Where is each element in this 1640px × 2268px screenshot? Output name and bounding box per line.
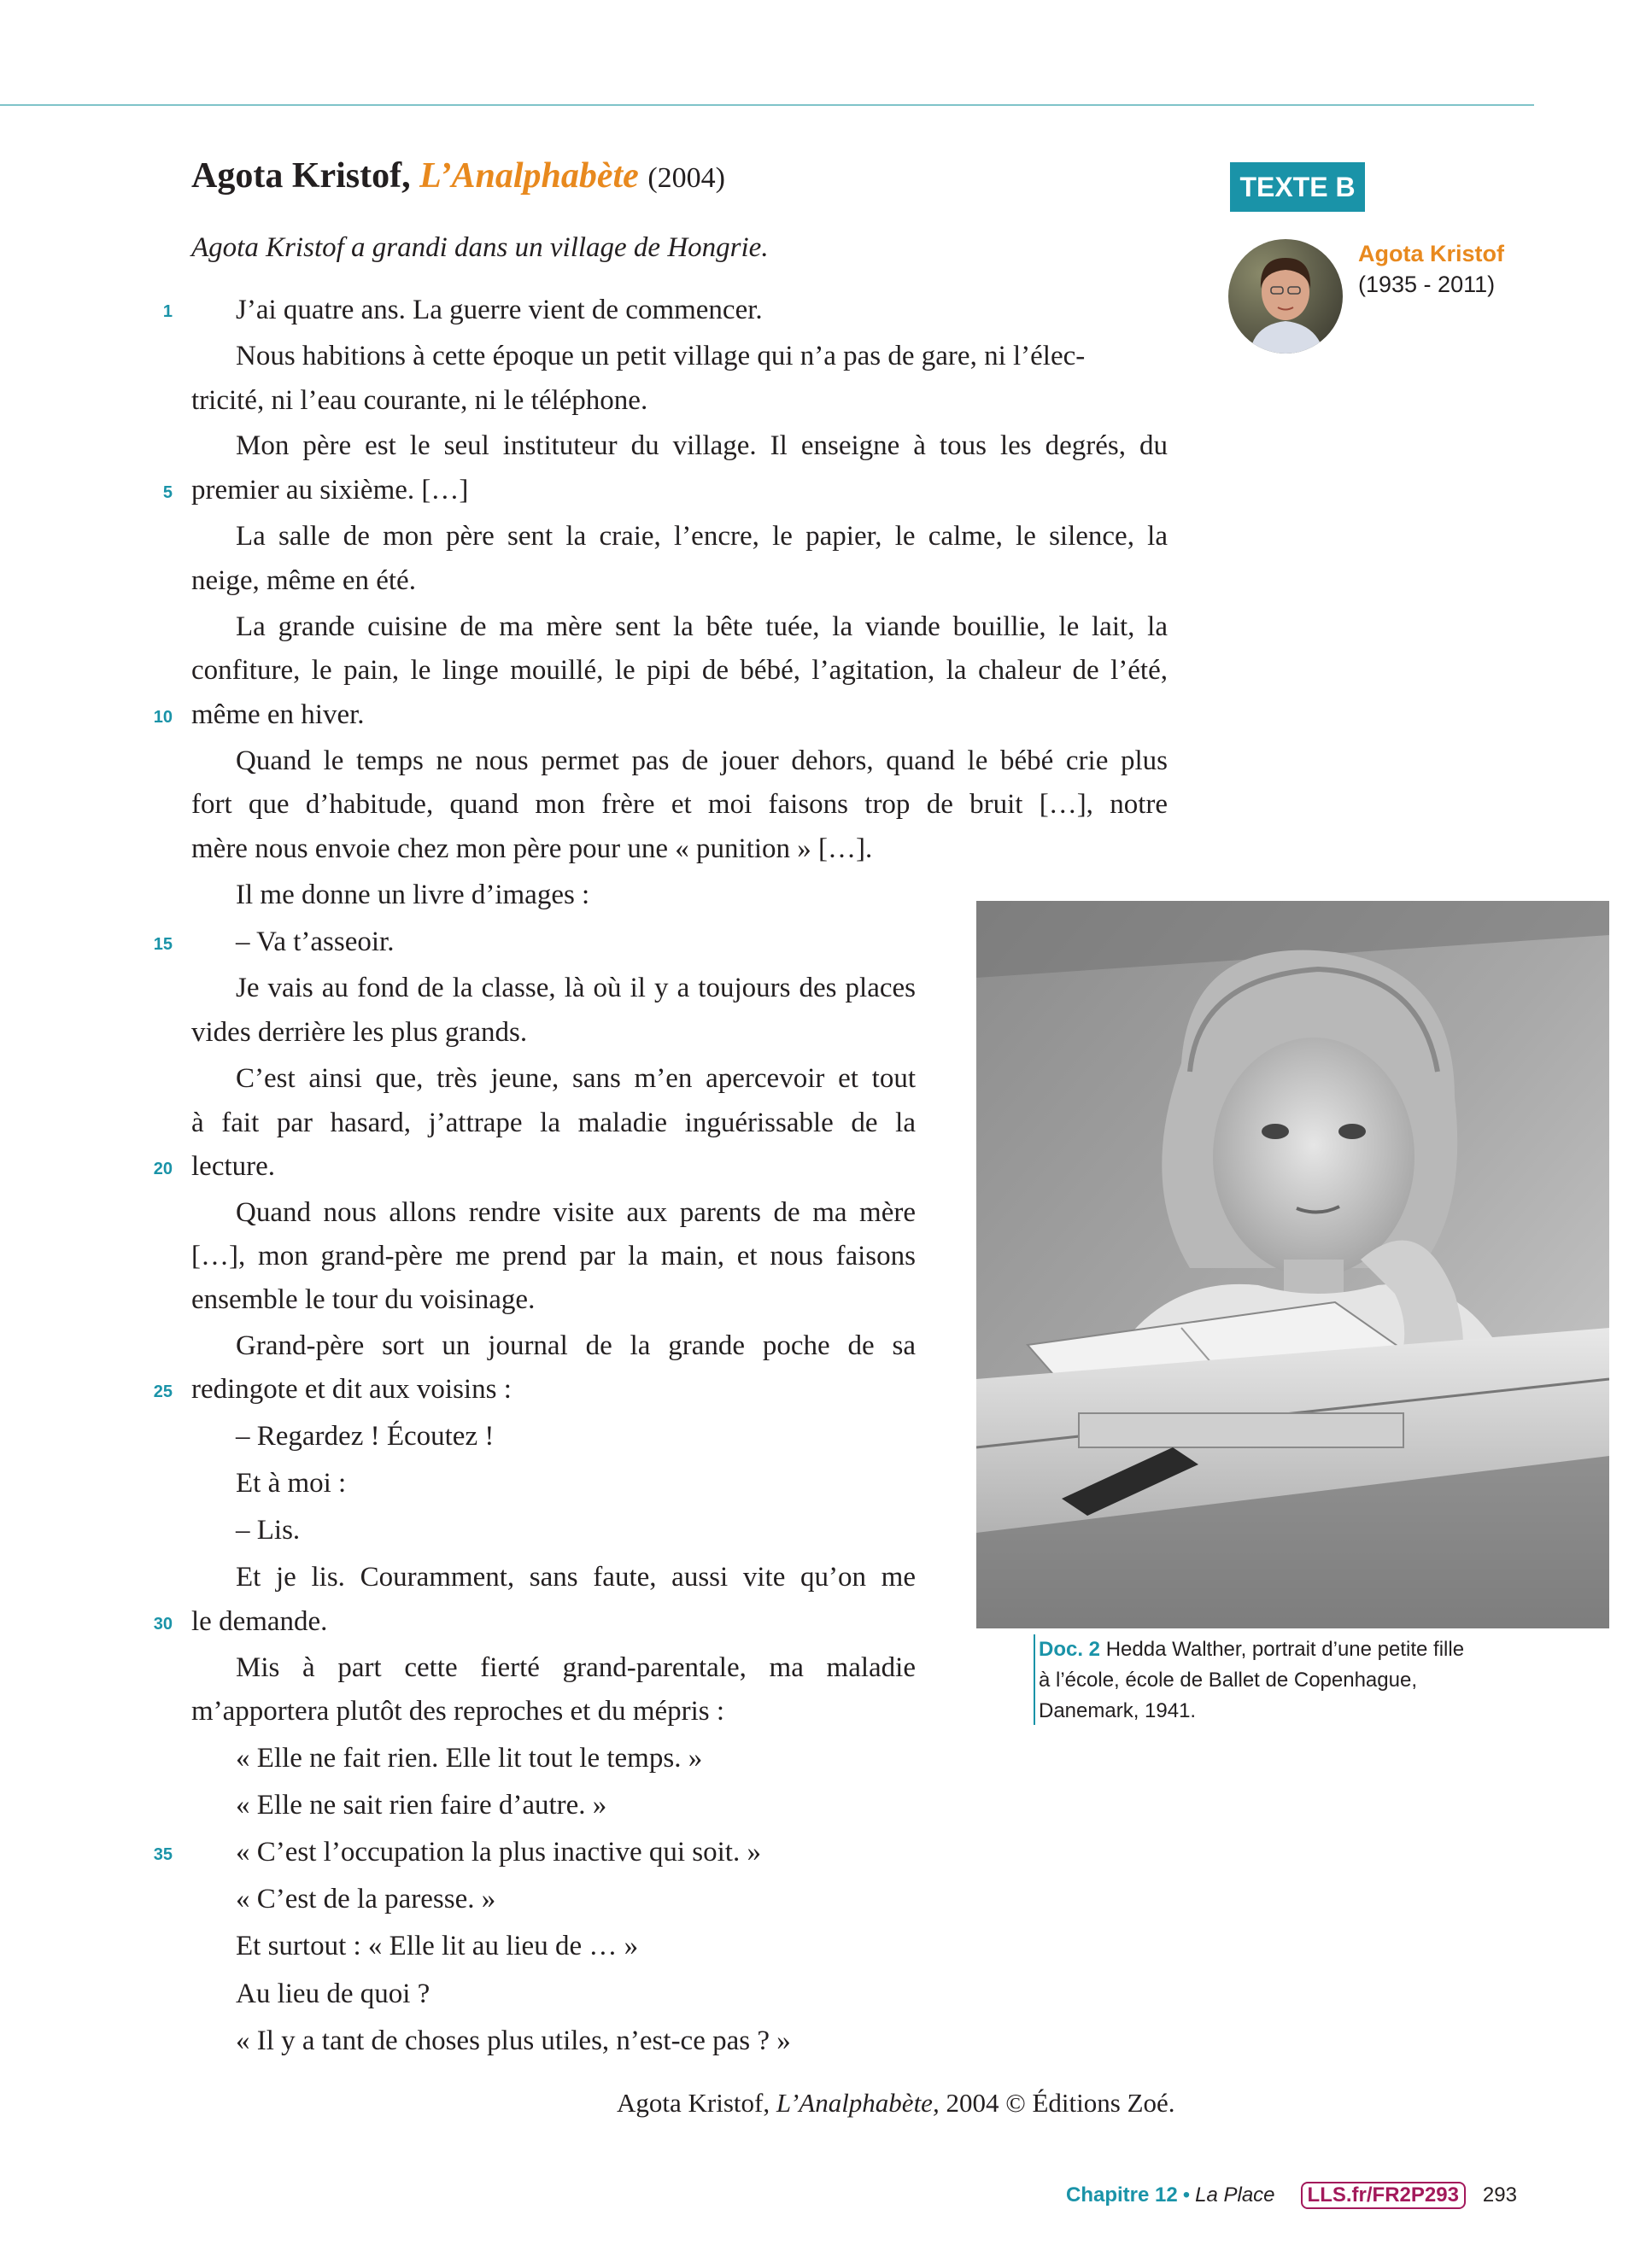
caption-line: à l’école, école de Ballet de Copenhague,: [1039, 1669, 1417, 1692]
photo-girl-at-school-desk: [976, 901, 1609, 1628]
title-author: Agota Kristof,: [191, 156, 411, 196]
top-rule: [0, 104, 1534, 106]
source-author: Agota Kristof,: [617, 2088, 770, 2118]
line-number: 25: [153, 1382, 173, 1401]
text-line: J’ai quatre ans. La guerre vient de commencer.: [236, 295, 763, 325]
caption-rule: [1034, 1634, 1035, 1725]
text-line: premier au sixième. […]: [191, 475, 469, 506]
text-line: Quand nous allons rendre visite aux parents de ma mère: [236, 1197, 916, 1228]
author-dates: (1935 - 2011): [1358, 272, 1496, 297]
source-work: L’Analphabète,: [776, 2088, 940, 2118]
text-line: Mis à part cette fierté grand-parentale, ma maladie: [236, 1652, 916, 1683]
title-work: L’Analphabète: [419, 156, 639, 196]
caption-doc-label: Doc. 2: [1039, 1638, 1101, 1661]
text-line: C’est ainsi que, très jeune, sans m’en apercevoir et tout: [236, 1063, 916, 1094]
text-line: à fait par hasard, j’attrape la maladie inguérissable de la: [191, 1108, 916, 1138]
source-rest: 2004 © Éditions Zoé.: [946, 2088, 1175, 2118]
text-line: Nous habitions à cette époque un petit village qui n’a pas de gare, ni l’élec-: [236, 341, 1086, 371]
text-line: mère nous envoie chez mon père pour une « punition » […].: [191, 833, 873, 864]
text-line: lecture.: [191, 1151, 276, 1182]
text-line: Au lieu de quoi ?: [236, 1979, 430, 2009]
text-line: La salle de mon père sent la craie, l’encre, le papier, le calme, le silence, la: [236, 521, 1168, 552]
line-number: 10: [153, 708, 173, 727]
text-line: Je vais au fond de la classe, là où il y a toujours des places: [236, 973, 916, 1003]
footer-separator: •: [1182, 2183, 1191, 2207]
text-line: « Elle ne fait rien. Elle lit tout le temps. »: [236, 1743, 703, 1774]
text-line: […], mon grand-père me prend par la main, et nous faisons: [191, 1241, 916, 1271]
text-line: neige, même en été.: [191, 565, 416, 596]
footer-section: La Place: [1195, 2183, 1275, 2207]
page-number: 293: [1482, 2183, 1517, 2207]
intro-text: Agota Kristof a grandi dans un village de Hongrie.: [191, 232, 769, 263]
text-line: Et je lis. Couramment, sans faute, aussi vite qu’on me: [236, 1562, 916, 1593]
page-title: [191, 155, 725, 196]
line-number: 5: [162, 483, 173, 502]
text-line: Mon père est le seul instituteur du village. Il enseigne à tous les degrés, du: [236, 430, 1168, 461]
text-line: – Regardez ! Écoutez !: [236, 1421, 495, 1452]
line-number: 35: [153, 1845, 173, 1864]
footer-link[interactable]: LLS.fr/FR2P293: [1301, 2182, 1466, 2209]
text-line: m’apportera plutôt des reproches et du mépris :: [191, 1696, 725, 1727]
footer-chapter: Chapitre 12: [1066, 2183, 1178, 2207]
author-portrait: [1228, 239, 1343, 354]
text-line: Il me donne un livre d’images :: [236, 880, 590, 910]
text-line: « Il y a tant de choses plus utiles, n’est-ce pas ? »: [236, 2025, 791, 2056]
author-name: Agota Kristof: [1358, 241, 1504, 266]
caption-line: Hedda Walther, portrait d’une petite fille: [1105, 1638, 1465, 1661]
text-line: « C’est de la paresse. »: [236, 1884, 496, 1914]
line-number: 30: [153, 1615, 173, 1634]
text-line: Et surtout : « Elle lit au lieu de … »: [236, 1931, 639, 1961]
text-line: Et à moi :: [236, 1468, 347, 1499]
line-number: 1: [162, 302, 173, 321]
text-line: le demande.: [191, 1606, 328, 1637]
text-line: Grand-père sort un journal de la grande poche de sa: [236, 1330, 916, 1361]
text-line: ensemble le tour du voisinage.: [191, 1284, 536, 1315]
text-line: Quand le temps ne nous permet pas de jouer dehors, quand le bébé crie plus: [236, 745, 1168, 776]
text-line: – Va t’asseoir.: [236, 926, 395, 957]
text-line: confiture, le pain, le linge mouillé, le pipi de bébé, l’agitation, la chaleur de l’été,: [191, 655, 1168, 686]
text-line: vides derrière les plus grands.: [191, 1017, 528, 1048]
text-line: redingote et dit aux voisins :: [191, 1374, 512, 1405]
line-number: 20: [153, 1160, 173, 1178]
text-badge: TEXTE B: [1230, 162, 1365, 212]
text-line: fort que d’habitude, quand mon frère et moi faisons trop de bruit […], notre: [191, 789, 1168, 820]
title-year: (2004): [647, 162, 725, 194]
page-footer: [1066, 2182, 1517, 2209]
text-line: « Elle ne sait rien faire d’autre. »: [236, 1790, 607, 1821]
text-line: « C’est l’occupation la plus inactive qui soit. »: [236, 1837, 761, 1868]
source-citation: [617, 2088, 1175, 2119]
text-line: – Lis.: [236, 1515, 301, 1546]
line-number: 15: [153, 935, 173, 954]
text-line: même en hiver.: [191, 699, 365, 730]
figure-caption: [1039, 1634, 1464, 1727]
text-line: tricité, ni l’eau courante, ni le téléphone.: [191, 385, 648, 416]
caption-line: Danemark, 1941.: [1039, 1699, 1197, 1722]
text-line: La grande cuisine de ma mère sent la bête tuée, la viande bouillie, le lait, la: [236, 611, 1168, 642]
